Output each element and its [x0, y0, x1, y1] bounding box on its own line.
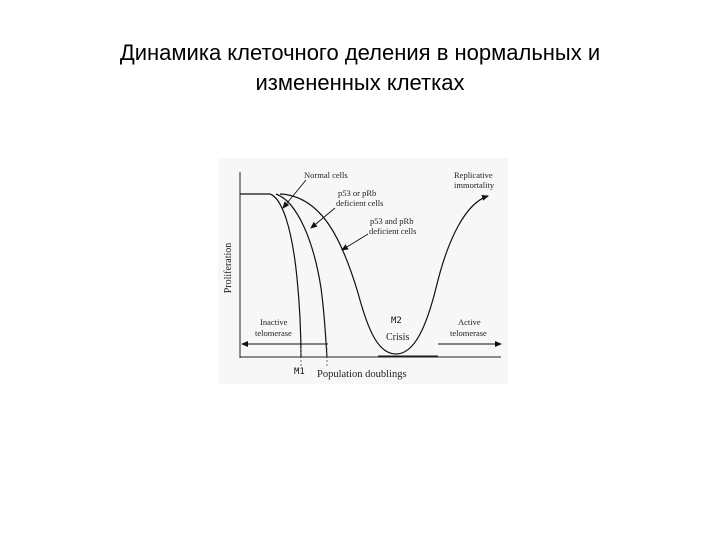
cell-division-diagram — [218, 158, 508, 384]
p53-or-prb-label-1: p53 or pRb — [338, 188, 377, 198]
inactive-telomerase-label-2: telomerase — [255, 328, 292, 338]
replicative-immortality-label-2: immortality — [454, 180, 495, 190]
crisis-label: Crisis — [386, 332, 410, 343]
p53-and-prb-label-2: deficient cells — [369, 226, 417, 236]
x-axis-label: Population doublings — [317, 369, 407, 380]
p53-or-prb-label-2: deficient cells — [336, 198, 384, 208]
diagram-svg — [218, 158, 508, 384]
y-axis-label: Proliferation — [223, 242, 234, 294]
p53-and-prb-label-1: p53 and pRb — [370, 216, 414, 226]
p53-or-prb-pointer — [311, 208, 335, 228]
inactive-telomerase-label-1: Inactive — [260, 317, 288, 327]
p53-and-prb-pointer — [342, 234, 368, 250]
slide-title — [60, 38, 660, 98]
active-telomerase-label-1: Active — [458, 317, 481, 327]
active-telomerase-label-2: telomerase — [450, 328, 487, 338]
replicative-immortality-label-1: Replicative — [454, 170, 493, 180]
slide-title-line-1: Динамика клеточного деления в нормальных и — [119, 40, 601, 65]
m2-label: M2 — [391, 316, 402, 326]
normal-cells-pointer — [283, 180, 306, 208]
normal-cells-label: Normal cells — [304, 170, 348, 180]
slide-title-line-2: измененных клетках — [255, 70, 465, 95]
m1-label: M1 — [294, 367, 305, 377]
